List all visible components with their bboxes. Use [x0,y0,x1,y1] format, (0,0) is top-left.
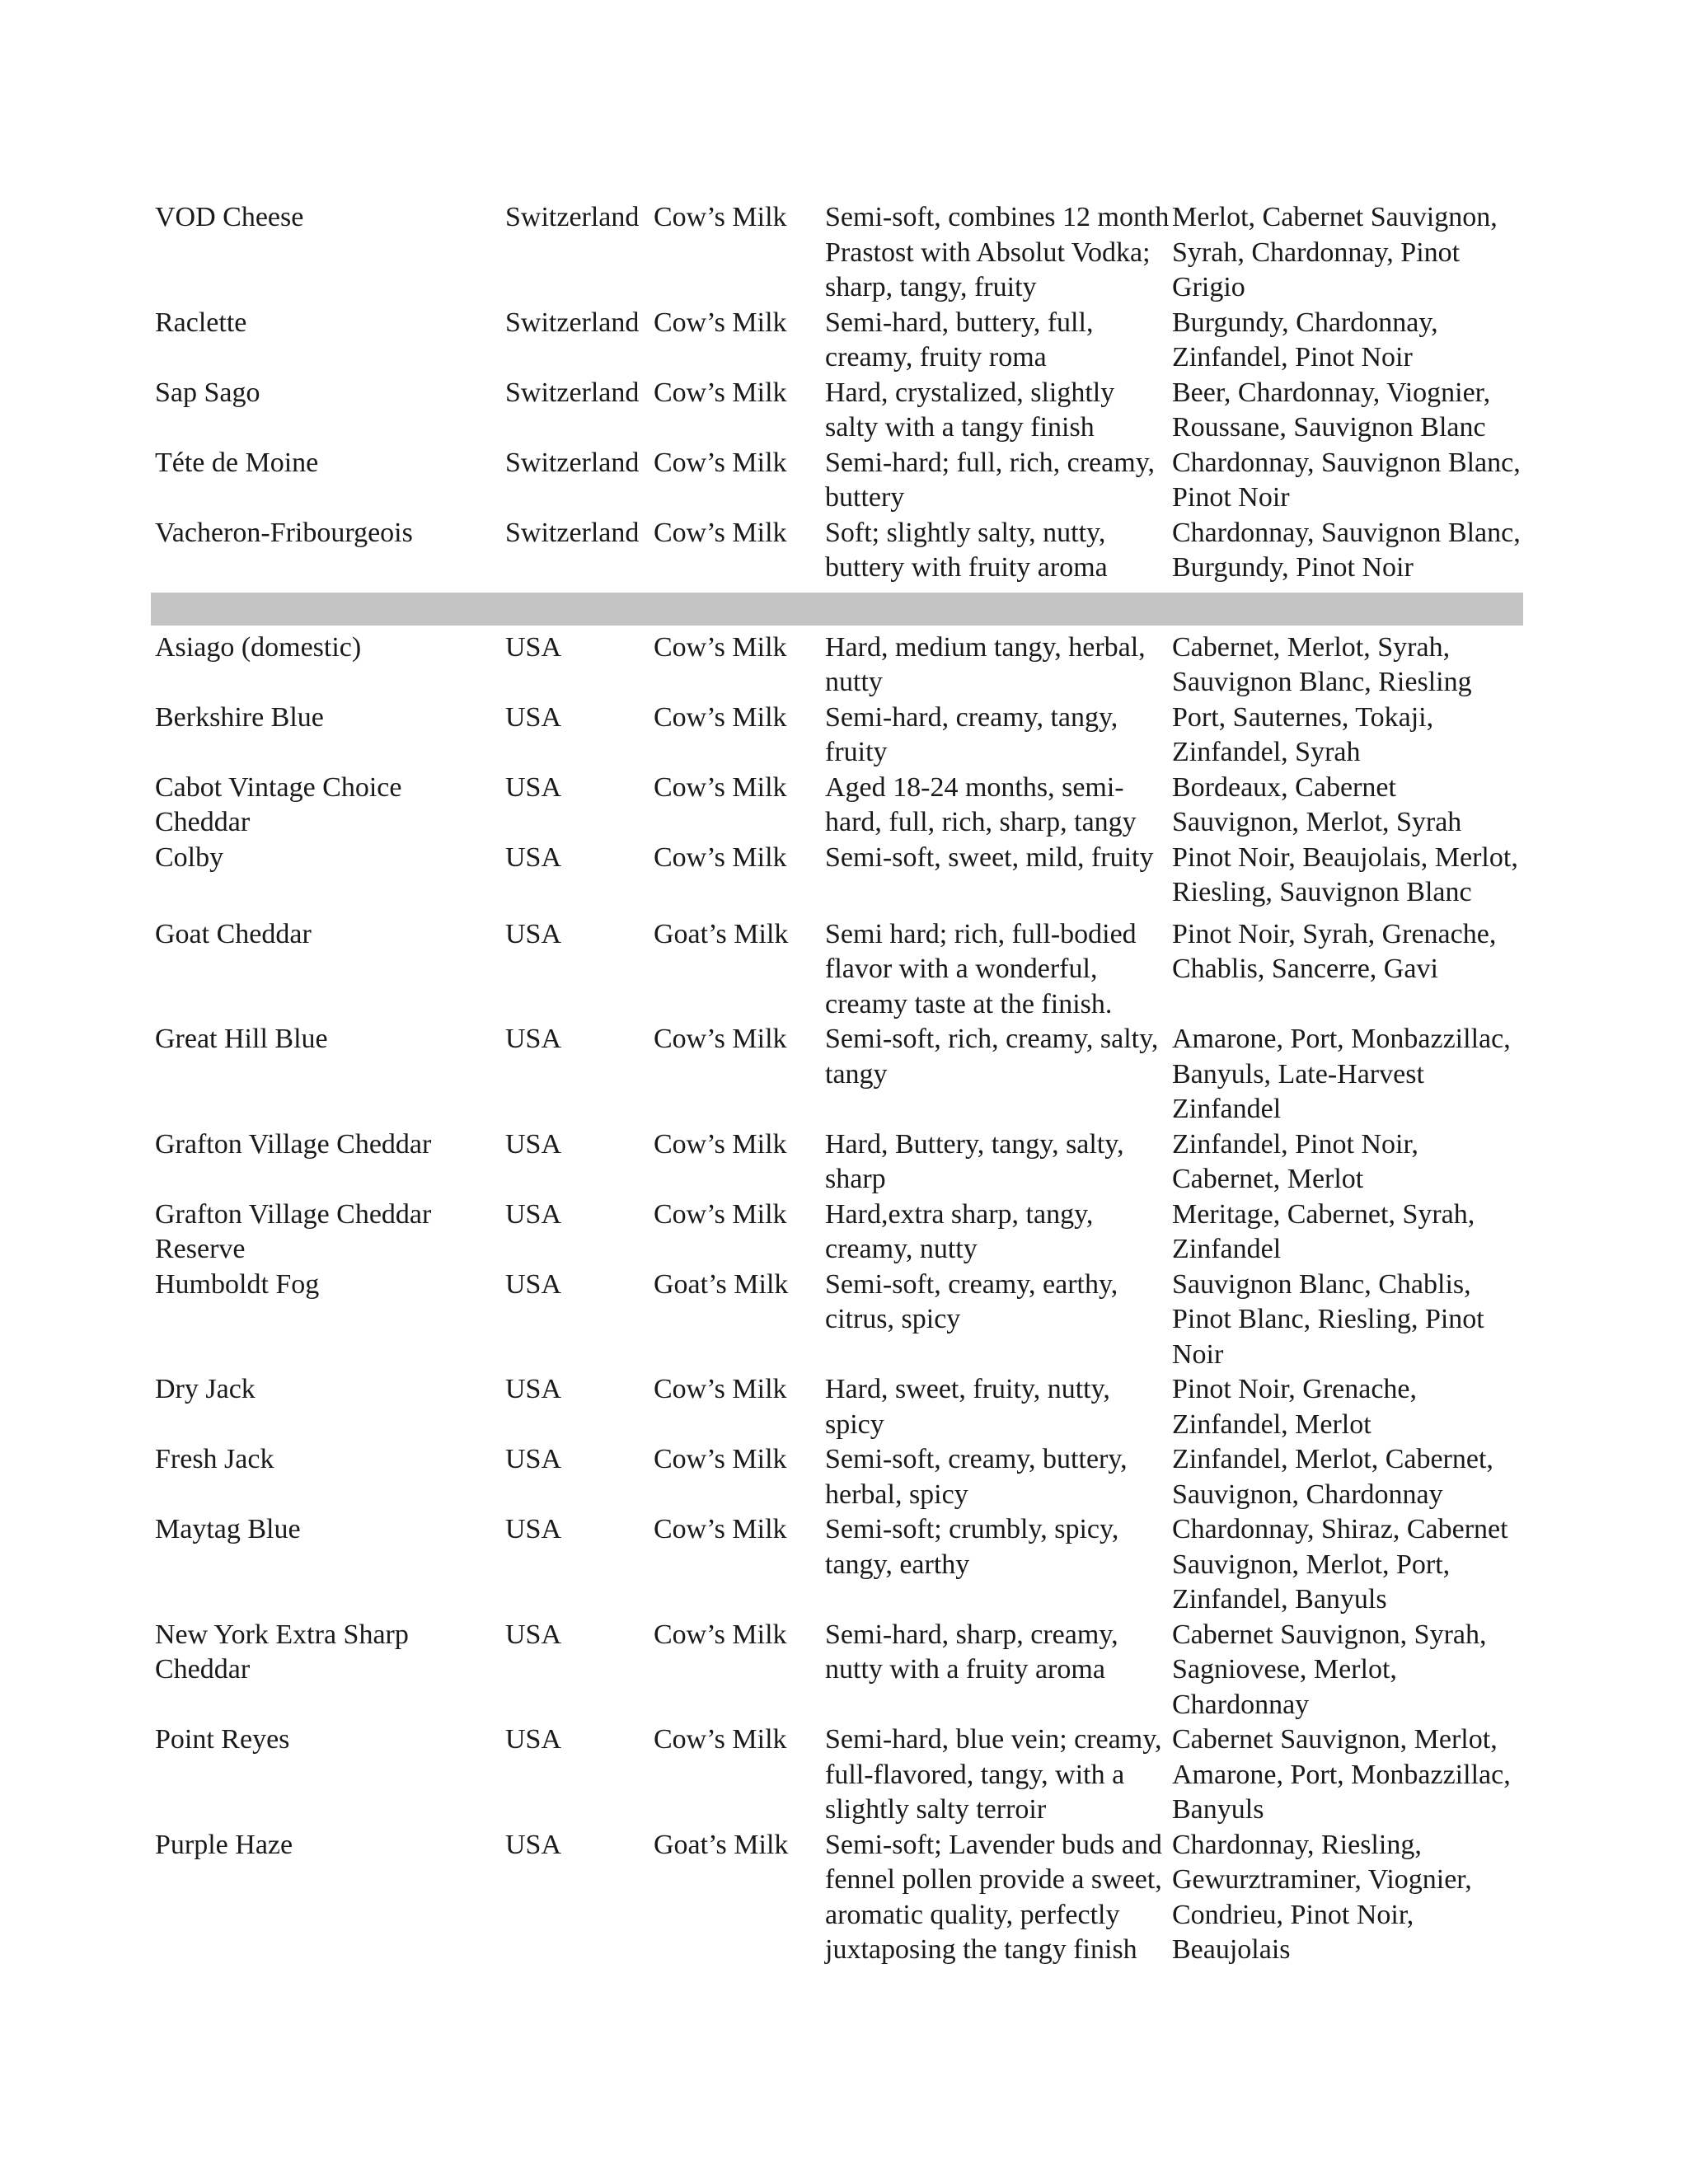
milk-type-cell: Cow’s Milk [654,1198,787,1230]
milk-type-cell: Cow’s Milk [654,1724,787,1755]
description-cell: Semi-soft, creamy, earthy, citrus, spicy [825,1268,1118,1334]
milk-type-cell: Cow’s Milk [654,202,787,232]
table-row [155,917,1531,1023]
cheese-name-cell: VOD Cheese [155,202,304,232]
milk-type-cell: Cow’s Milk [654,1128,787,1160]
table-row [155,1197,1531,1268]
milk-type-cell: Cow’s Milk [654,1374,787,1404]
country-cell: USA [505,918,562,949]
description-cell: Hard, crystalized, slightly salty with a tangy finish [825,377,1115,443]
milk-type-cell: Cow’s Milk [654,631,787,663]
cheese-name-cell: Colby [155,841,224,873]
cheese-name-cell: Fresh Jack [155,1444,274,1474]
table-row [155,630,1531,701]
table-row [155,1722,1531,1828]
milk-type-cell: Cow’s Milk [654,1619,787,1650]
description-cell: Semi-hard; full, rich, creamy, buttery [825,447,1155,513]
milk-type-cell: Cow’s Milk [654,701,787,733]
description-cell: Semi-hard, buttery, full, creamy, fruity roma [825,307,1094,373]
wine-pairing-cell: Chardonnay, Sauvignon Blanc, Burgundy, Pinot Noir [1172,517,1521,583]
description-cell: Hard, Buttery, tangy, salty, sharp [825,1128,1124,1194]
cheese-name-cell: Grafton Village Cheddar Reserve [155,1198,432,1264]
description-cell: Semi-soft, combines 12 month Prastost with Absolut Vodka; sharp, tangy, fruity [825,202,1170,302]
country-cell: USA [505,1829,562,1860]
country-cell: USA [505,701,562,733]
wine-pairing-cell: Pinot Noir, Syrah, Grenache, Chablis, Sancerre, Gavi [1172,918,1497,984]
table-row [155,1268,1531,1373]
description-cell: Semi-soft; Lavender buds and fennel pollen provide a sweet, aromatic quality, perfectly juxtaposing the tangy finish [825,1829,1162,1965]
table-row [155,516,1531,586]
description-cell: Aged 18-24 months, semi- hard, full, rich, sharp, tangy [825,771,1137,837]
cheese-name-cell: Goat Cheddar [155,918,312,949]
table-row [155,841,1531,911]
cheese-name-cell: Raclette [155,307,247,338]
wine-pairing-cell: Chardonnay, Riesling, Gewurztraminer, Viognier, Condrieu, Pinot Noir, Beaujolais [1172,1829,1472,1965]
country-cell: USA [505,1724,562,1755]
country-cell: USA [505,1514,562,1544]
cheese-pairing-table [155,200,1531,1968]
table-row [155,701,1531,771]
cheese-name-cell: Sap Sago [155,377,260,408]
usa-rows [155,630,1531,1968]
wine-pairing-cell: Cabernet, Merlot, Syrah, Sauvignon Blanc, Riesling [1172,631,1472,697]
cheese-name-cell: Asiago (domestic) [155,631,362,663]
country-cell: USA [505,631,562,663]
cheese-name-cell: Humboldt Fog [155,1268,320,1300]
table-row [155,1022,1531,1127]
description-cell: Semi hard; rich, full-bodied flavor with a wonderful, creamy taste at the finish. [825,918,1137,1019]
wine-pairing-cell: Beer, Chardonnay, Viognier, Roussane, Sauvignon Blanc [1172,377,1491,443]
wine-pairing-cell: Pinot Noir, Beaujolais, Merlot, Riesling, Sauvignon Blanc [1172,841,1518,907]
cheese-name-cell: Berkshire Blue [155,701,324,733]
cheese-name-cell: Grafton Village Cheddar [155,1128,432,1160]
cheese-name-cell: Maytag Blue [155,1514,301,1544]
cheese-name-cell: New York Extra Sharp Cheddar [155,1619,409,1685]
milk-type-cell: Goat’s Milk [654,1268,789,1300]
section-divider-bar [151,593,1523,626]
country-cell: USA [505,1374,562,1404]
wine-pairing-cell: Sauvignon Blanc, Chablis, Pinot Blanc, Riesling, Pinot Noir [1172,1268,1484,1370]
country-cell: Switzerland [505,377,640,408]
description-cell: Semi-hard, sharp, creamy, nutty with a fruity aroma [825,1619,1118,1685]
milk-type-cell: Cow’s Milk [654,1024,787,1054]
milk-type-cell: Cow’s Milk [654,307,787,338]
country-cell: USA [505,1128,562,1160]
description-cell: Hard,extra sharp, tangy, creamy, nutty [825,1198,1094,1264]
table-row [155,376,1531,446]
description-cell: Semi-soft, creamy, buttery, herbal, spicy [825,1444,1128,1510]
milk-type-cell: Cow’s Milk [654,1444,787,1474]
country-cell: Switzerland [505,447,640,478]
cheese-name-cell: Dry Jack [155,1374,256,1404]
country-cell: Switzerland [505,307,640,338]
country-cell: USA [505,1444,562,1474]
milk-type-cell: Cow’s Milk [654,517,787,548]
table-row [155,1442,1531,1512]
milk-type-cell: Goat’s Milk [654,918,789,949]
milk-type-cell: Cow’s Milk [654,447,787,478]
country-cell: USA [505,1268,562,1300]
cheese-name-cell: Point Reyes [155,1724,290,1755]
table-row [155,1618,1531,1723]
milk-type-cell: Cow’s Milk [654,841,787,873]
country-cell: USA [505,1024,562,1054]
description-cell: Semi-hard, blue vein; creamy, full-flavored, tangy, with a slightly salty terroir [825,1724,1162,1825]
country-cell: Switzerland [505,202,640,232]
country-cell: USA [505,1619,562,1650]
wine-pairing-cell: Pinot Noir, Grenache, Zinfandel, Merlot [1172,1374,1418,1440]
cheese-name-cell: Cabot Vintage Choice Cheddar [155,771,402,837]
wine-pairing-cell: Merlot, Cabernet Sauvignon, Syrah, Chardonnay, Pinot Grigio [1172,202,1498,302]
wine-pairing-cell: Port, Sauternes, Tokaji, Zinfandel, Syrah [1172,701,1434,767]
wine-pairing-cell: Chardonnay, Sauvignon Blanc, Pinot Noir [1172,447,1521,513]
description-cell: Semi-soft, rich, creamy, salty, tangy [825,1024,1159,1090]
table-row [155,200,1531,306]
country-cell: USA [505,771,562,803]
cheese-name-cell: Purple Haze [155,1829,293,1860]
country-cell: USA [505,1198,562,1230]
wine-pairing-cell: Zinfandel, Merlot, Cabernet, Sauvignon, Chardonnay [1172,1444,1493,1510]
wine-pairing-cell: Burgundy, Chardonnay, Zinfandel, Pinot Noir [1172,307,1438,373]
milk-type-cell: Cow’s Milk [654,1514,787,1544]
milk-type-cell: Goat’s Milk [654,1829,789,1860]
milk-type-cell: Cow’s Milk [654,771,787,803]
wine-pairing-cell: Zinfandel, Pinot Noir, Cabernet, Merlot [1172,1128,1418,1194]
table-row [155,1372,1531,1442]
wine-pairing-cell: Meritage, Cabernet, Syrah, Zinfandel [1172,1198,1475,1264]
table-row [155,771,1531,841]
wine-pairing-cell: Cabernet Sauvignon, Merlot, Amarone, Port, Monbazzillac, Banyuls [1172,1724,1511,1825]
wine-pairing-cell: Chardonnay, Shiraz, Cabernet Sauvignon, Merlot, Port, Zinfandel, Banyuls [1172,1514,1508,1615]
description-cell: Semi-soft, sweet, mild, fruity [825,841,1154,873]
cheese-name-cell: Téte de Moine [155,447,319,478]
table-row [155,446,1531,516]
cheese-name-cell: Vacheron-Fribourgeois [155,517,413,548]
country-cell: USA [505,841,562,873]
wine-pairing-cell: Cabernet Sauvignon, Syrah, Sagniovese, Merlot, Chardonnay [1172,1619,1487,1720]
table-row [155,1512,1531,1618]
wine-pairing-cell: Bordeaux, Cabernet Sauvignon, Merlot, Syrah [1172,771,1462,837]
description-cell: Hard, sweet, fruity, nutty, spicy [825,1374,1110,1440]
description-cell: Semi-soft; crumbly, spicy, tangy, earthy [825,1514,1119,1580]
country-cell: Switzerland [505,517,640,548]
table-row [155,1828,1531,1968]
table-row [155,1127,1531,1197]
description-cell: Hard, medium tangy, herbal, nutty [825,631,1146,697]
table-row [155,306,1531,376]
wine-pairing-cell: Amarone, Port, Monbazzillac, Banyuls, Late-Harvest Zinfandel [1172,1024,1511,1124]
switzerland-rows [155,200,1531,586]
milk-type-cell: Cow’s Milk [654,377,787,408]
cheese-name-cell: Great Hill Blue [155,1024,328,1054]
description-cell: Semi-hard, creamy, tangy, fruity [825,701,1118,767]
description-cell: Soft; slightly salty, nutty, buttery with fruity aroma [825,517,1108,583]
